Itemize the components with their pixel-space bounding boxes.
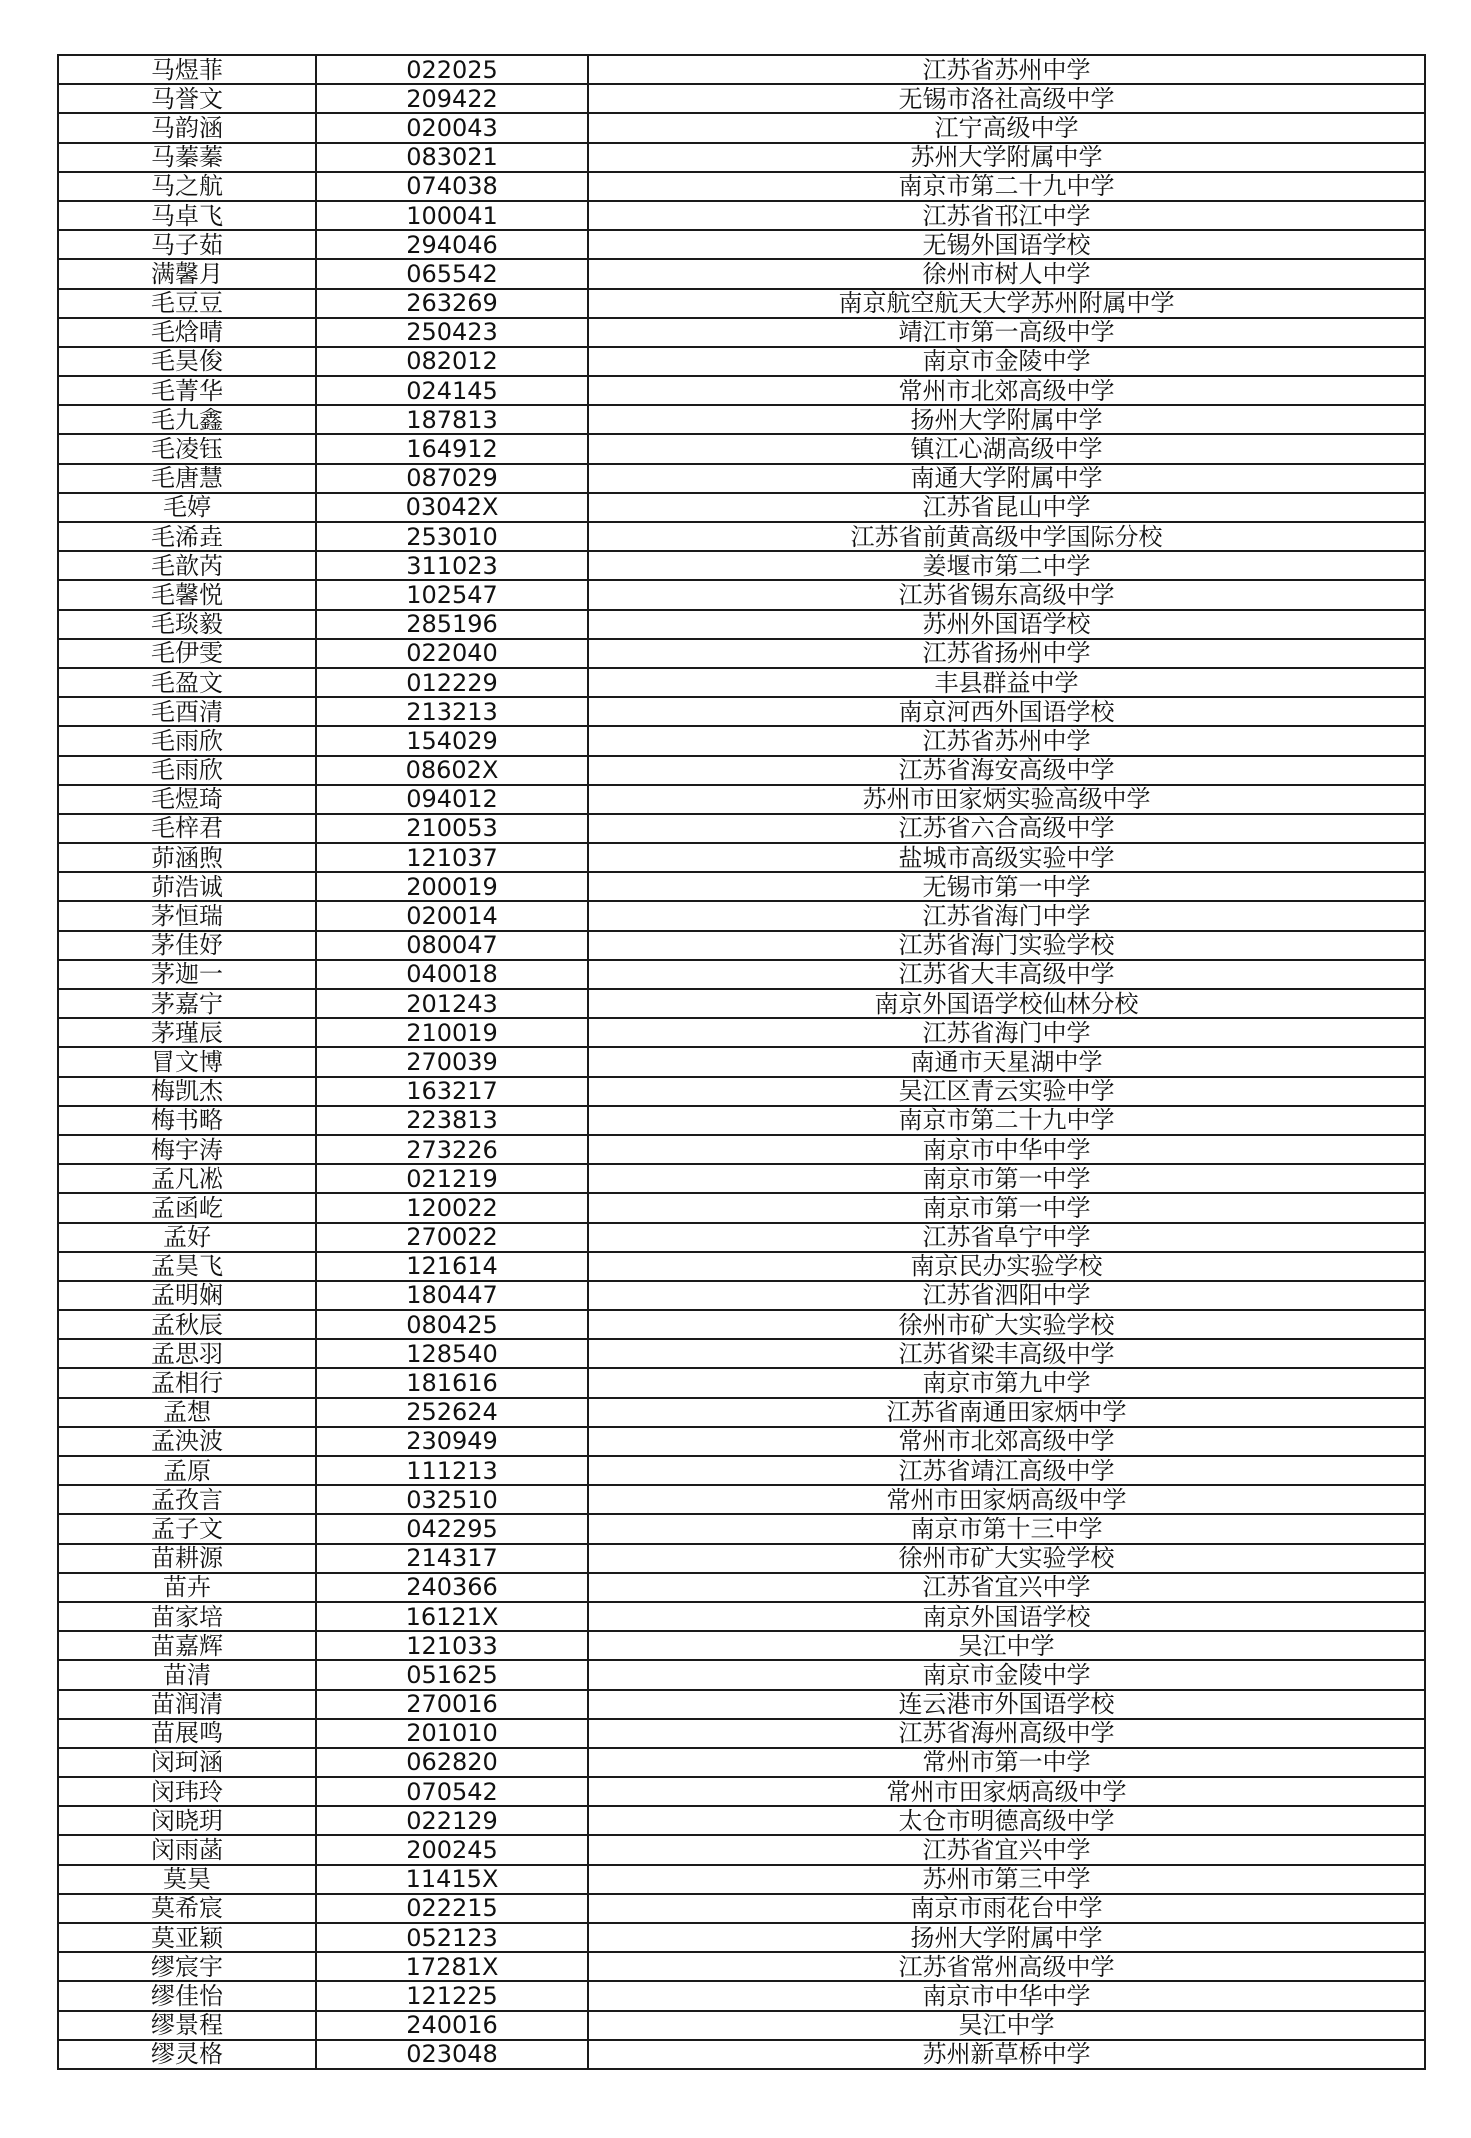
table-row <box>58 1806 1425 1835</box>
student-id-cell: 223813 <box>316 1106 588 1135</box>
student-id-cell: 180447 <box>316 1281 588 1310</box>
table-row <box>58 551 1425 580</box>
student-name-cell: 毛昊俊 <box>58 347 316 376</box>
school-name-cell: 南京外国语学校仙林分校 <box>588 989 1425 1018</box>
table-row <box>58 843 1425 872</box>
school-name-cell: 江苏省宜兴中学 <box>588 1835 1425 1864</box>
student-id-cell: 024145 <box>316 376 588 405</box>
school-name-cell: 江苏省苏州中学 <box>588 726 1425 755</box>
student-id-cell: 201010 <box>316 1719 588 1748</box>
student-name-cell: 毛琰毅 <box>58 610 316 639</box>
table-row <box>58 1398 1425 1427</box>
table-row <box>58 1252 1425 1281</box>
student-id-cell: 163217 <box>316 1077 588 1106</box>
student-name-cell: 闵雨菡 <box>58 1835 316 1864</box>
table-row <box>58 872 1425 901</box>
student-name-cell: 毛唐慧 <box>58 464 316 493</box>
student-name-cell: 毛凌钰 <box>58 434 316 463</box>
student-name-cell: 苗卉 <box>58 1573 316 1602</box>
school-name-cell: 江苏省邗江中学 <box>588 201 1425 230</box>
student-id-cell: 042295 <box>316 1514 588 1543</box>
student-name-cell: 闵玮玲 <box>58 1777 316 1806</box>
school-name-cell: 丰县群益中学 <box>588 668 1425 697</box>
school-name-cell: 扬州大学附属中学 <box>588 405 1425 434</box>
student-id-cell: 082012 <box>316 347 588 376</box>
student-id-cell: 181616 <box>316 1368 588 1397</box>
student-name-cell: 茅迦一 <box>58 960 316 989</box>
school-name-cell: 江苏省常州高级中学 <box>588 1952 1425 1981</box>
student-name-cell: 孟想 <box>58 1398 316 1427</box>
student-name-cell: 苗展鸣 <box>58 1719 316 1748</box>
student-name-cell: 莫亚颖 <box>58 1923 316 1952</box>
student-name-cell: 缪景程 <box>58 2011 316 2040</box>
table-row <box>58 1514 1425 1543</box>
table-row <box>58 1865 1425 1894</box>
student-id-cell: 270022 <box>316 1223 588 1252</box>
table-row <box>58 464 1425 493</box>
table-row <box>58 1339 1425 1368</box>
table-row <box>58 493 1425 522</box>
student-id-cell: 022129 <box>316 1806 588 1835</box>
student-id-cell: 250423 <box>316 318 588 347</box>
student-id-cell: 120022 <box>316 1193 588 1222</box>
table-row <box>58 172 1425 201</box>
student-id-cell: 051625 <box>316 1660 588 1689</box>
student-name-cell: 茅恒瑞 <box>58 901 316 930</box>
student-id-cell: 210019 <box>316 1018 588 1047</box>
student-id-cell: 201243 <box>316 989 588 1018</box>
school-name-cell: 无锡外国语学校 <box>588 230 1425 259</box>
student-name-cell: 毛酉清 <box>58 697 316 726</box>
school-name-cell: 南京河西外国语学校 <box>588 697 1425 726</box>
table-row <box>58 376 1425 405</box>
student-id-cell: 253010 <box>316 522 588 551</box>
student-id-cell: 263269 <box>316 289 588 318</box>
table-row <box>58 1952 1425 1981</box>
table-row <box>58 931 1425 960</box>
student-id-cell: 087029 <box>316 464 588 493</box>
school-name-cell: 苏州市第三中学 <box>588 1865 1425 1894</box>
school-name-cell: 徐州市树人中学 <box>588 259 1425 288</box>
student-id-cell: 200245 <box>316 1835 588 1864</box>
school-name-cell: 连云港市外国语学校 <box>588 1690 1425 1719</box>
school-name-cell: 盐城市高级实验中学 <box>588 843 1425 872</box>
school-name-cell: 江苏省海门实验学校 <box>588 931 1425 960</box>
table-row <box>58 989 1425 1018</box>
table-row <box>58 668 1425 697</box>
student-id-cell: 16121X <box>316 1602 588 1631</box>
student-id-cell: 187813 <box>316 405 588 434</box>
school-name-cell: 无锡市洛社高级中学 <box>588 84 1425 113</box>
school-name-cell: 苏州大学附属中学 <box>588 143 1425 172</box>
student-name-cell: 毛九鑫 <box>58 405 316 434</box>
student-id-cell: 062820 <box>316 1748 588 1777</box>
student-name-cell: 孟孜言 <box>58 1485 316 1514</box>
school-name-cell: 常州市北郊高级中学 <box>588 1427 1425 1456</box>
table-row <box>58 1690 1425 1719</box>
table-row <box>58 1223 1425 1252</box>
student-name-cell: 孟秋辰 <box>58 1310 316 1339</box>
table-row <box>58 1835 1425 1864</box>
school-name-cell: 南京市第二十九中学 <box>588 172 1425 201</box>
school-name-cell: 南京市金陵中学 <box>588 1660 1425 1689</box>
table-row <box>58 1631 1425 1660</box>
school-name-cell: 苏州新草桥中学 <box>588 2040 1425 2069</box>
student-id-cell: 121225 <box>316 1981 588 2010</box>
school-name-cell: 南通市天星湖中学 <box>588 1047 1425 1076</box>
student-name-cell: 缪灵格 <box>58 2040 316 2069</box>
student-id-cell: 270016 <box>316 1690 588 1719</box>
student-name-cell: 苗嘉辉 <box>58 1631 316 1660</box>
school-name-cell: 吴江中学 <box>588 1631 1425 1660</box>
student-id-cell: 012229 <box>316 668 588 697</box>
student-name-cell: 缪宸宇 <box>58 1952 316 1981</box>
student-id-cell: 080047 <box>316 931 588 960</box>
school-name-cell: 常州市第一中学 <box>588 1748 1425 1777</box>
student-name-cell: 毛雨欣 <box>58 726 316 755</box>
student-id-cell: 214317 <box>316 1544 588 1573</box>
student-name-cell: 苗家培 <box>58 1602 316 1631</box>
student-name-cell: 梅凯杰 <box>58 1077 316 1106</box>
student-id-cell: 200019 <box>316 872 588 901</box>
student-id-cell: 11415X <box>316 1865 588 1894</box>
school-name-cell: 南京市雨花台中学 <box>588 1894 1425 1923</box>
student-name-cell: 毛婷 <box>58 493 316 522</box>
student-id-cell: 121614 <box>316 1252 588 1281</box>
school-name-cell: 无锡市第一中学 <box>588 872 1425 901</box>
school-name-cell: 南京市金陵中学 <box>588 347 1425 376</box>
student-id-cell: 022040 <box>316 639 588 668</box>
table-row <box>58 143 1425 172</box>
school-name-cell: 江苏省大丰高级中学 <box>588 960 1425 989</box>
student-id-cell: 230949 <box>316 1427 588 1456</box>
table-row <box>58 1281 1425 1310</box>
school-name-cell: 南京市第十三中学 <box>588 1514 1425 1543</box>
student-name-cell: 毛菁华 <box>58 376 316 405</box>
school-name-cell: 南京市第一中学 <box>588 1193 1425 1222</box>
student-name-cell: 孟明娴 <box>58 1281 316 1310</box>
student-name-cell: 孟相行 <box>58 1368 316 1397</box>
table-row <box>58 1018 1425 1047</box>
student-name-cell: 马韵涵 <box>58 113 316 142</box>
student-id-cell: 023048 <box>316 2040 588 2069</box>
school-name-cell: 常州市田家炳高级中学 <box>588 1777 1425 1806</box>
school-name-cell: 姜堰市第二中学 <box>588 551 1425 580</box>
school-name-cell: 苏州市田家炳实验高级中学 <box>588 785 1425 814</box>
student-id-cell: 065542 <box>316 259 588 288</box>
school-name-cell: 江苏省泗阳中学 <box>588 1281 1425 1310</box>
school-name-cell: 常州市田家炳高级中学 <box>588 1485 1425 1514</box>
student-name-cell: 孟昊飞 <box>58 1252 316 1281</box>
student-id-cell: 021219 <box>316 1164 588 1193</box>
table-row <box>58 1368 1425 1397</box>
school-name-cell: 江苏省锡东高级中学 <box>588 580 1425 609</box>
table-row <box>58 2040 1425 2069</box>
student-name-cell: 梅宇涛 <box>58 1135 316 1164</box>
table-row <box>58 1456 1425 1485</box>
student-id-cell: 03042X <box>316 493 588 522</box>
student-id-cell: 102547 <box>316 580 588 609</box>
student-name-cell: 茆浩诚 <box>58 872 316 901</box>
school-name-cell: 南京市第一中学 <box>588 1164 1425 1193</box>
student-id-cell: 080425 <box>316 1310 588 1339</box>
table-row <box>58 1719 1425 1748</box>
student-name-cell: 闵晓玥 <box>58 1806 316 1835</box>
student-name-cell: 马誉文 <box>58 84 316 113</box>
student-id-cell: 121033 <box>316 1631 588 1660</box>
school-name-cell: 镇江心湖高级中学 <box>588 434 1425 463</box>
table-row <box>58 814 1425 843</box>
table-row <box>58 901 1425 930</box>
student-id-cell: 052123 <box>316 1923 588 1952</box>
student-name-cell: 马蓁蓁 <box>58 143 316 172</box>
student-name-cell: 孟函屹 <box>58 1193 316 1222</box>
student-id-cell: 128540 <box>316 1339 588 1368</box>
table-row <box>58 347 1425 376</box>
student-id-cell: 17281X <box>316 1952 588 1981</box>
student-name-cell: 毛浠垚 <box>58 522 316 551</box>
school-name-cell: 江苏省海州高级中学 <box>588 1719 1425 1748</box>
student-id-cell: 074038 <box>316 172 588 201</box>
student-id-cell: 111213 <box>316 1456 588 1485</box>
student-name-cell: 毛梓君 <box>58 814 316 843</box>
school-name-cell: 南京市第二十九中学 <box>588 1106 1425 1135</box>
table-row <box>58 230 1425 259</box>
student-name-cell: 毛豆豆 <box>58 289 316 318</box>
student-id-cell: 083021 <box>316 143 588 172</box>
student-name-cell: 马煜菲 <box>58 55 316 84</box>
table-row <box>58 1602 1425 1631</box>
student-name-cell: 马之航 <box>58 172 316 201</box>
school-name-cell: 南京市第九中学 <box>588 1368 1425 1397</box>
student-id-cell: 094012 <box>316 785 588 814</box>
table-row <box>58 2011 1425 2040</box>
table-row <box>58 960 1425 989</box>
school-name-cell: 江苏省海门中学 <box>588 1018 1425 1047</box>
student-id-cell: 020043 <box>316 113 588 142</box>
student-name-cell: 毛伊雯 <box>58 639 316 668</box>
school-name-cell: 江苏省靖江高级中学 <box>588 1456 1425 1485</box>
table-row <box>58 318 1425 347</box>
student-id-cell: 040018 <box>316 960 588 989</box>
student-id-cell: 240366 <box>316 1573 588 1602</box>
school-name-cell: 南京民办实验学校 <box>588 1252 1425 1281</box>
student-name-cell: 孟子文 <box>58 1514 316 1543</box>
school-name-cell: 南京航空航天大学苏州附属中学 <box>588 289 1425 318</box>
table-row <box>58 405 1425 434</box>
table-row <box>58 1544 1425 1573</box>
roster-body <box>58 55 1425 2069</box>
school-name-cell: 江苏省苏州中学 <box>588 55 1425 84</box>
table-row <box>58 1923 1425 1952</box>
student-id-cell: 270039 <box>316 1047 588 1076</box>
school-name-cell: 江苏省宜兴中学 <box>588 1573 1425 1602</box>
student-roster-table <box>57 54 1426 2070</box>
table-row <box>58 1310 1425 1339</box>
student-name-cell: 莫希宸 <box>58 1894 316 1923</box>
table-row <box>58 1427 1425 1456</box>
table-row <box>58 1485 1425 1514</box>
table-row <box>58 1573 1425 1602</box>
table-row <box>58 201 1425 230</box>
student-name-cell: 苗清 <box>58 1660 316 1689</box>
student-name-cell: 孟凡凇 <box>58 1164 316 1193</box>
table-row <box>58 1164 1425 1193</box>
school-name-cell: 靖江市第一高级中学 <box>588 318 1425 347</box>
student-id-cell: 020014 <box>316 901 588 930</box>
table-row <box>58 785 1425 814</box>
student-name-cell: 苗耕源 <box>58 1544 316 1573</box>
school-name-cell: 江苏省扬州中学 <box>588 639 1425 668</box>
student-id-cell: 121037 <box>316 843 588 872</box>
table-row <box>58 639 1425 668</box>
student-name-cell: 毛焓晴 <box>58 318 316 347</box>
school-name-cell: 太仓市明德高级中学 <box>588 1806 1425 1835</box>
student-id-cell: 240016 <box>316 2011 588 2040</box>
table-row <box>58 434 1425 463</box>
table-row <box>58 1106 1425 1135</box>
table-row <box>58 610 1425 639</box>
student-name-cell: 梅书略 <box>58 1106 316 1135</box>
student-name-cell: 孟好 <box>58 1223 316 1252</box>
school-name-cell: 江宁高级中学 <box>588 113 1425 142</box>
table-row <box>58 1193 1425 1222</box>
student-id-cell: 252624 <box>316 1398 588 1427</box>
school-name-cell: 苏州外国语学校 <box>588 610 1425 639</box>
table-row <box>58 522 1425 551</box>
school-name-cell: 常州市北郊高级中学 <box>588 376 1425 405</box>
student-id-cell: 294046 <box>316 230 588 259</box>
student-id-cell: 164912 <box>316 434 588 463</box>
student-id-cell: 08602X <box>316 756 588 785</box>
table-row <box>58 1894 1425 1923</box>
student-id-cell: 285196 <box>316 610 588 639</box>
school-name-cell: 江苏省昆山中学 <box>588 493 1425 522</box>
student-name-cell: 缪佳怡 <box>58 1981 316 2010</box>
student-name-cell: 茅瑾辰 <box>58 1018 316 1047</box>
school-name-cell: 南京外国语学校 <box>588 1602 1425 1631</box>
table-row <box>58 1777 1425 1806</box>
table-row <box>58 580 1425 609</box>
student-name-cell: 毛盈文 <box>58 668 316 697</box>
school-name-cell: 江苏省梁丰高级中学 <box>588 1339 1425 1368</box>
table-row <box>58 289 1425 318</box>
student-id-cell: 022215 <box>316 1894 588 1923</box>
school-name-cell: 扬州大学附属中学 <box>588 1923 1425 1952</box>
student-name-cell: 茅嘉宁 <box>58 989 316 1018</box>
table-row <box>58 1748 1425 1777</box>
table-row <box>58 1077 1425 1106</box>
table-row <box>58 113 1425 142</box>
school-name-cell: 南京市中华中学 <box>588 1981 1425 2010</box>
school-name-cell: 江苏省南通田家炳中学 <box>588 1398 1425 1427</box>
student-id-cell: 100041 <box>316 201 588 230</box>
student-id-cell: 070542 <box>316 1777 588 1806</box>
student-name-cell: 孟原 <box>58 1456 316 1485</box>
school-name-cell: 江苏省前黄高级中学国际分校 <box>588 522 1425 551</box>
school-name-cell: 江苏省六合高级中学 <box>588 814 1425 843</box>
student-name-cell: 茅佳妤 <box>58 931 316 960</box>
student-name-cell: 孟思羽 <box>58 1339 316 1368</box>
table-row <box>58 84 1425 113</box>
table-row <box>58 1981 1425 2010</box>
student-name-cell: 毛煜琦 <box>58 785 316 814</box>
student-id-cell: 311023 <box>316 551 588 580</box>
student-name-cell: 苗润清 <box>58 1690 316 1719</box>
table-row <box>58 697 1425 726</box>
student-id-cell: 210053 <box>316 814 588 843</box>
student-name-cell: 茆涵煦 <box>58 843 316 872</box>
student-name-cell: 毛雨欣 <box>58 756 316 785</box>
table-row <box>58 756 1425 785</box>
student-name-cell: 马卓飞 <box>58 201 316 230</box>
student-name-cell: 闵珂涵 <box>58 1748 316 1777</box>
student-name-cell: 马子茹 <box>58 230 316 259</box>
student-name-cell: 冒文博 <box>58 1047 316 1076</box>
school-name-cell: 江苏省海门中学 <box>588 901 1425 930</box>
school-name-cell: 江苏省阜宁中学 <box>588 1223 1425 1252</box>
table-row <box>58 259 1425 288</box>
table-row <box>58 1047 1425 1076</box>
student-id-cell: 022025 <box>316 55 588 84</box>
table-row <box>58 1660 1425 1689</box>
table-row <box>58 726 1425 755</box>
school-name-cell: 江苏省海安高级中学 <box>588 756 1425 785</box>
school-name-cell: 吴江中学 <box>588 2011 1425 2040</box>
student-name-cell: 满馨月 <box>58 259 316 288</box>
student-name-cell: 莫昊 <box>58 1865 316 1894</box>
school-name-cell: 徐州市矿大实验学校 <box>588 1310 1425 1339</box>
student-id-cell: 213213 <box>316 697 588 726</box>
school-name-cell: 南通大学附属中学 <box>588 464 1425 493</box>
student-id-cell: 209422 <box>316 84 588 113</box>
table-row <box>58 55 1425 84</box>
student-name-cell: 孟泱波 <box>58 1427 316 1456</box>
student-name-cell: 毛馨悦 <box>58 580 316 609</box>
school-name-cell: 吴江区青云实验中学 <box>588 1077 1425 1106</box>
student-id-cell: 154029 <box>316 726 588 755</box>
school-name-cell: 徐州市矿大实验学校 <box>588 1544 1425 1573</box>
school-name-cell: 南京市中华中学 <box>588 1135 1425 1164</box>
table-row <box>58 1135 1425 1164</box>
student-name-cell: 毛歆芮 <box>58 551 316 580</box>
student-id-cell: 032510 <box>316 1485 588 1514</box>
student-id-cell: 273226 <box>316 1135 588 1164</box>
